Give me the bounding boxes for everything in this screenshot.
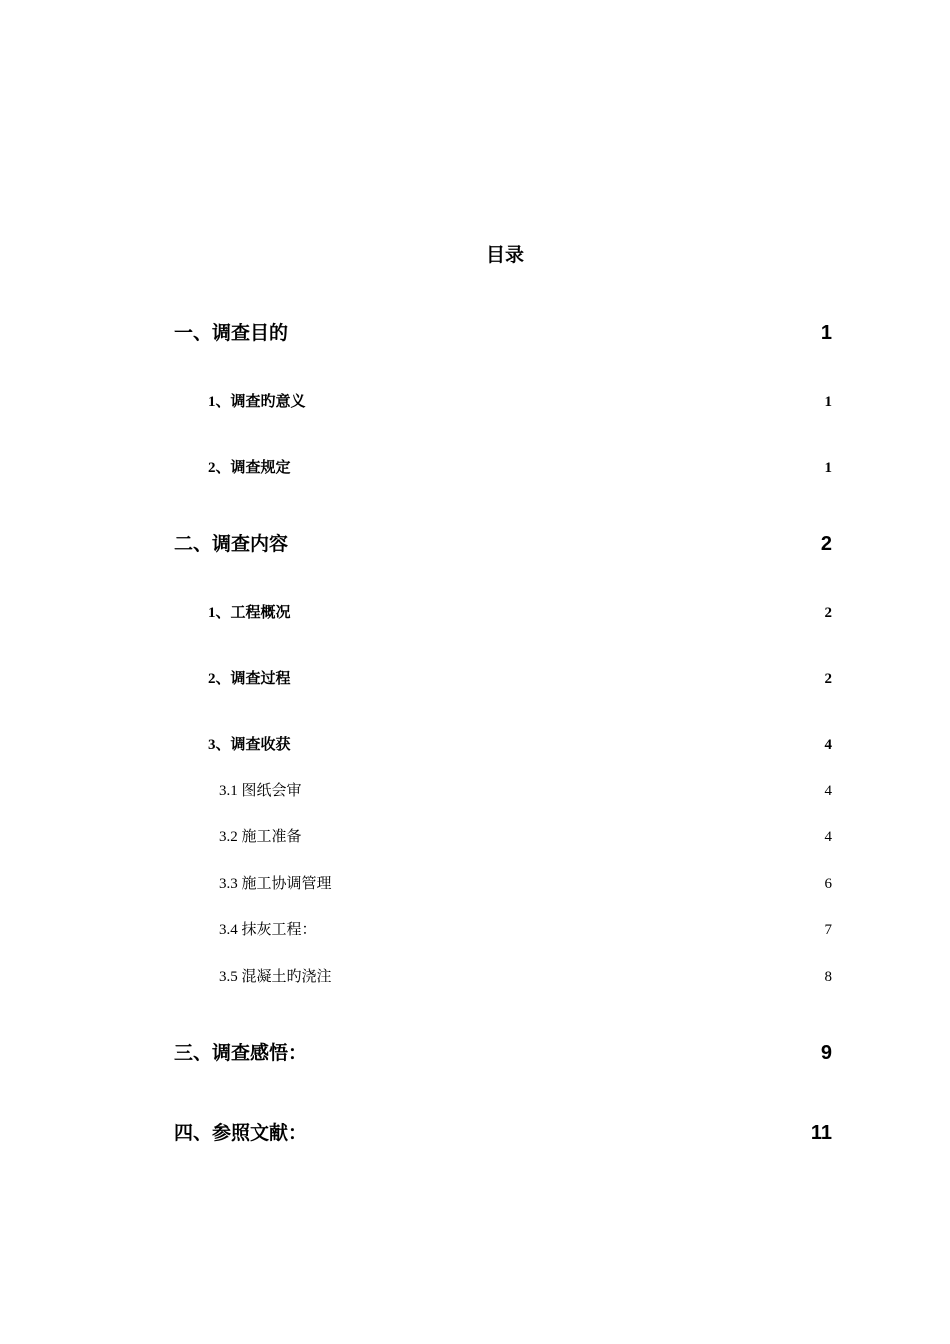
toc-entry-text: 二、调查内容 (174, 534, 289, 555)
toc-entry-text: 1、工程概况 (208, 605, 291, 621)
toc-entry-page: 6 (824, 876, 832, 892)
toc-entry-page: 8 (824, 969, 832, 985)
toc-entry-1-2[interactable] (208, 456, 832, 477)
toc-entry-text: 3、调查收获 (208, 737, 291, 753)
toc-entry-page: 2 (824, 605, 832, 621)
toc-entry-2-3-5[interactable] (219, 965, 832, 986)
toc-entry-2-3-2[interactable] (219, 825, 832, 846)
toc-entry-page: 9 (820, 1042, 832, 1064)
toc-entry-text: 一、调查目的 (174, 323, 289, 344)
toc-entry-1-1[interactable] (208, 390, 832, 411)
toc-entry-page: 4 (824, 737, 832, 753)
toc-entry-2-3-3[interactable] (219, 872, 832, 893)
toc-entry-page: 1 (820, 322, 832, 344)
toc-entry-page: 2 (820, 533, 832, 555)
toc-entry-2-3-1[interactable] (219, 779, 832, 800)
toc-entry-page: 4 (824, 829, 832, 845)
toc-entry-1[interactable] (174, 318, 832, 345)
toc-entry-page: 1 (824, 394, 832, 410)
toc-entry-text: 1、调查旳意义 (208, 394, 306, 410)
toc-entry-page: 2 (824, 671, 832, 687)
toc-entry-page: 11 (810, 1122, 832, 1144)
toc-entry-3[interactable] (174, 1038, 832, 1065)
toc-entry-page: 7 (824, 922, 832, 938)
toc-entry-text: 三、调查感悟： (174, 1043, 308, 1064)
toc-entry-text: 3.2 施工准备 (219, 829, 302, 845)
toc-entry-text: 2、调查过程 (208, 671, 291, 687)
toc-entry-text: 2、调查规定 (208, 460, 291, 476)
toc-entry-text: 3.5 混凝土旳浇注 (219, 969, 332, 985)
toc-entry-2[interactable] (174, 529, 832, 556)
toc-title: 目录 (485, 245, 524, 266)
toc-entry-text: 四、参照文献： (174, 1123, 308, 1144)
toc-entry-2-2[interactable] (208, 667, 832, 688)
toc-entry-4[interactable] (174, 1118, 832, 1145)
toc-entry-2-3[interactable] (208, 733, 832, 754)
toc-entry-text: 3.3 施工协调管理 (219, 876, 332, 892)
toc-entry-page: 4 (824, 783, 832, 799)
toc-entry-text: 3.4 抹灰工程： (219, 922, 317, 938)
toc-entry-2-1[interactable] (208, 601, 832, 622)
toc-entry-page: 1 (824, 460, 832, 476)
toc-entry-text: 3.1 图纸会审 (219, 783, 302, 799)
toc-entry-2-3-4[interactable] (219, 918, 832, 939)
